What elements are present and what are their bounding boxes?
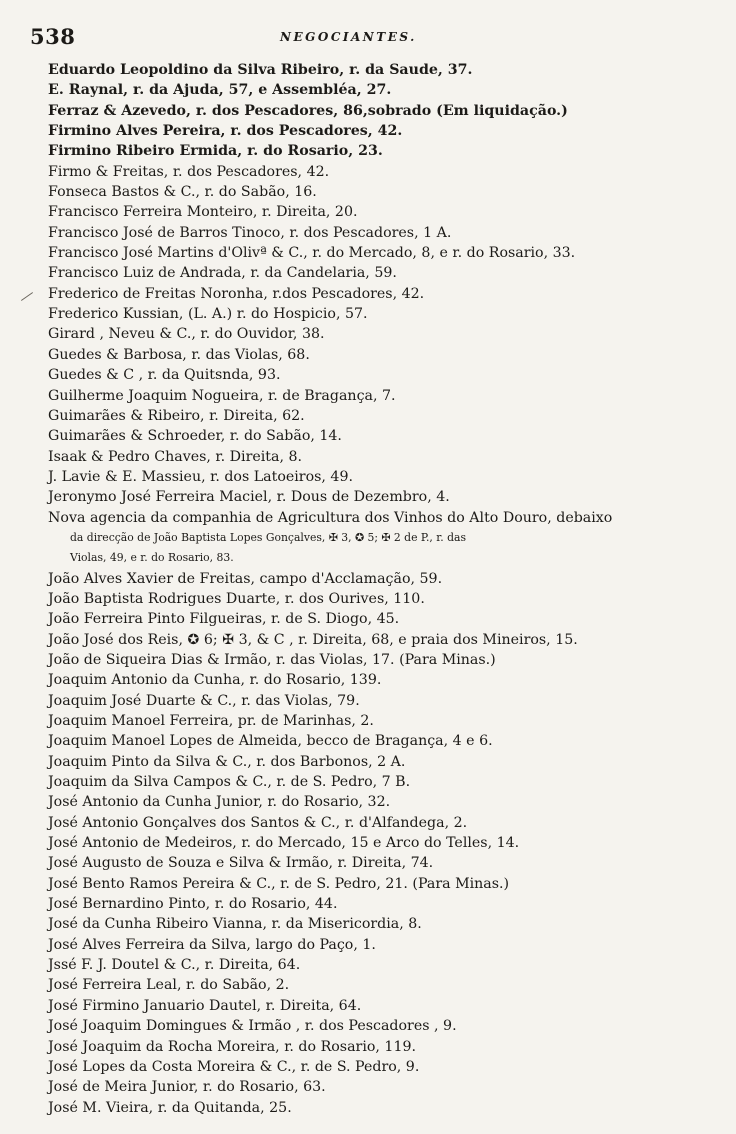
merchant-entry: J. Lavie & E. Massieu, r. dos Latoeiros, 49. [48, 468, 353, 485]
merchant-entry: Firmino Alves Pereira, r. dos Pescadores, 42. [48, 123, 403, 140]
merchant-entry: Frederico Kussian, (L. A.) r. do Hospicio, 57. [48, 306, 368, 323]
merchant-entry: Joaquim da Silva Campos & C., r. de S. Pedro, 7 B. [48, 774, 411, 791]
merchant-entry: Firmino Ribeiro Ermida, r. do Rosario, 23. [48, 143, 383, 160]
merchant-list [48, 60, 708, 1118]
merchant-entry: José M. Vieira, r. da Quitanda, 25. [48, 1099, 292, 1116]
merchant-entry: Francisco José de Barros Tinoco, r. dos Pescadores, 1 A. [48, 224, 452, 241]
merchant-entry: José Augusto de Souza e Silva & Irmão, r. Direita, 74. [48, 855, 434, 872]
merchant-entry: José de Meira Junior, r. do Rosario, 63. [48, 1079, 326, 1096]
merchant-entry: João Ferreira Pinto Filgueiras, r. de S. Diogo, 45. [48, 611, 400, 628]
merchant-entry: Joaquim Manoel Lopes de Almeida, becco de Bragança, 4 e 6. [48, 733, 493, 750]
merchant-entry: José Antonio de Medeiros, r. do Mercado, 15 e Arco do Telles, 14. [48, 835, 520, 852]
merchant-entry: Francisco José Martins d'Olivª & C., r. do Mercado, 8, e r. do Rosario, 33. [48, 245, 576, 262]
merchant-entry: José Antonio da Cunha Junior, r. do Rosario, 32. [48, 794, 391, 811]
merchant-entry: José Bernardino Pinto, r. do Rosario, 44. [48, 896, 338, 913]
merchant-entry-line: da direcção de João Baptista Lopes Gonçalves, ✠ 3, ✪ 5; ✠ 2 de P., r. das [70, 530, 467, 544]
merchant-entry: Jeronymo José Ferreira Maciel, r. Dous de Dezembro, 4. [48, 489, 450, 506]
merchant-entry: Frederico de Freitas Noronha, r.dos Pescadores, 42. [48, 285, 425, 302]
merchant-entry: José Lopes da Costa Moreira & C., r. de S. Pedro, 9. [48, 1058, 420, 1075]
merchant-entry: Guedes & C , r. da Quitsnda, 93. [48, 367, 281, 384]
merchant-entry: João de Siqueira Dias & Irmão, r. das Violas, 17. (Para Minas.) [48, 651, 496, 668]
merchant-entry-line: Violas, 49, e r. do Rosario, 83. [70, 551, 234, 565]
merchant-entry: Jssé F. J. Doutel & C., r. Direita, 64. [48, 957, 301, 974]
merchant-entry: Joaquim Antonio da Cunha, r. do Rosario, 139. [48, 672, 382, 689]
running-title: NEGOCIANTES. [280, 30, 417, 44]
merchant-entry: José Ferreira Leal, r. do Sabão, 2. [48, 977, 290, 994]
merchant-entry: José Joaquim Domingues & Irmão , r. dos Pescadores , 9. [48, 1018, 457, 1035]
merchant-entry: Girard , Neveu & C., r. do Ouvidor, 38. [48, 326, 325, 343]
page-number: 538 [30, 24, 76, 49]
merchant-entry: Guimarães & Schroeder, r. do Sabão, 14. [48, 428, 342, 445]
merchant-entry: Francisco Luiz de Andrada, r. da Candelaria, 59. [48, 265, 397, 282]
merchant-entry: João Alves Xavier de Freitas, campo d'Acclamação, 59. [48, 570, 443, 587]
merchant-entry: João José dos Reis, ✪ 6; ✠ 3, & C , r. Direita, 68, e praia dos Mineiros, 15. [48, 631, 578, 648]
merchant-entry: Francisco Ferreira Monteiro, r. Direita, 20. [48, 204, 358, 221]
merchant-entry: José Firmino Januario Dautel, r. Direita, 64. [48, 997, 362, 1014]
merchant-entry: José Bento Ramos Pereira & C., r. de S. Pedro, 21. (Para Minas.) [48, 875, 510, 892]
merchant-entry: José Antonio Gonçalves dos Santos & C., r. d'Alfandega, 2. [48, 814, 468, 831]
merchant-entry: Guilherme Joaquim Nogueira, r. de Bragança, 7. [48, 387, 396, 404]
merchant-entry: Isaak & Pedro Chaves, r. Direita, 8. [48, 448, 303, 465]
merchant-entry: Joaquim Pinto da Silva & C., r. dos Barbonos, 2 A. [48, 753, 406, 770]
page-header [30, 24, 720, 50]
merchant-entry: Guimarães & Ribeiro, r. Direita, 62. [48, 407, 305, 424]
merchant-entry: José Alves Ferreira da Silva, largo do Paço, 1. [48, 936, 376, 953]
merchant-entry: João Baptista Rodrigues Duarte, r. dos Ourives, 110. [48, 590, 425, 607]
merchant-entry: E. Raynal, r. da Ajuda, 57, e Assembléa, 27. [48, 82, 392, 99]
merchant-entry: Eduardo Leopoldino da Silva Ribeiro, r. da Saude, 37. [48, 62, 473, 78]
merchant-entry: Fonseca Bastos & C., r. do Sabão, 16. [48, 184, 317, 201]
merchant-entry: Guedes & Barbosa, r. das Violas, 68. [48, 346, 310, 363]
merchant-entry: Firmo & Freitas, r. dos Pescadores, 42. [48, 163, 330, 180]
merchant-entry: José Joaquim da Rocha Moreira, r. do Rosario, 119. [48, 1038, 417, 1055]
merchant-entry-line: Nova agencia da companhia de Agricultura dos Vinhos do Alto Douro, debaixo [48, 509, 613, 526]
merchant-entry: José da Cunha Ribeiro Vianna, r. da Misericordia, 8. [48, 916, 422, 933]
merchant-entry: Joaquim José Duarte & C., r. das Violas, 79. [48, 692, 360, 709]
merchant-entry [48, 508, 708, 569]
merchant-entry: Ferraz & Azevedo, r. dos Pescadores, 86,sobrado (Em liquidação.) [48, 102, 568, 119]
merchant-entry: Joaquim Manoel Ferreira, pr. de Marinhas, 2. [48, 713, 374, 729]
margin-mark [21, 292, 33, 301]
